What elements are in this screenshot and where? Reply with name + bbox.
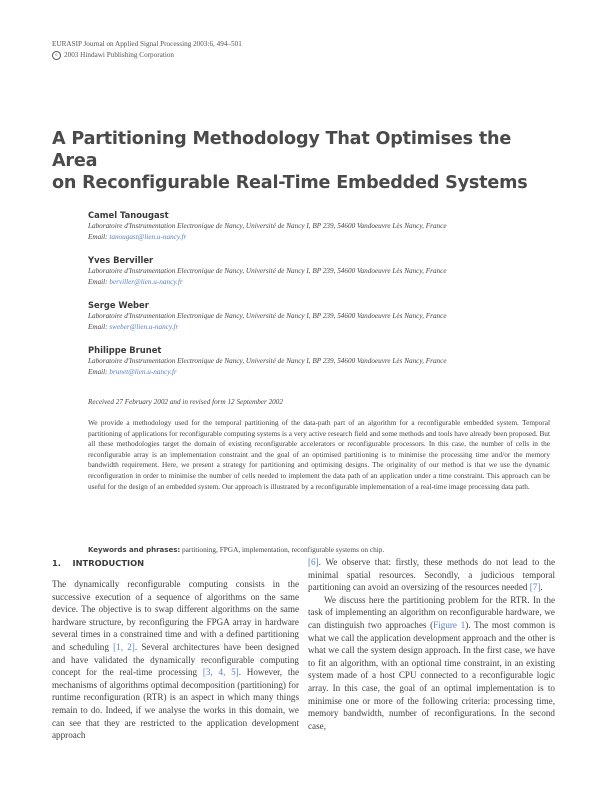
author-email-link[interactable]: sweber@lien.u-nancy.fr (109, 322, 179, 331)
author-affiliation: Laboratoire d'Instrumentation Electronique de Nancy, Université de Nancy I, BP 239, 54600 Vandoeuvre Lès Nancy, France (88, 222, 447, 230)
keywords-text: partitioning, FPGA, implementation, reconfigurable systems on chip. (182, 545, 385, 554)
section-heading (52, 558, 144, 568)
keywords (88, 545, 550, 556)
author-name: Philippe Brunet (88, 345, 162, 355)
email-label: Email: (88, 322, 108, 331)
copyright-icon: c (52, 51, 61, 60)
text-run: . Several architectures have been designed and have validated the dynamically reconfigurable computing concept for the real-time processing (52, 641, 300, 678)
author-list (88, 209, 558, 389)
author-name: Serge Weber (88, 300, 149, 310)
author-block (88, 344, 558, 377)
author-affiliation: Laboratoire d'Instrumentation Electronique de Nancy, Université de Nancy I, BP 239, 54600 Vandoeuvre Lès Nancy, France (88, 312, 447, 320)
figure-link[interactable]: Figure 1 (433, 619, 466, 630)
email-label: Email: (88, 367, 108, 376)
citation-link[interactable]: [6] (308, 557, 319, 567)
paragraph (52, 578, 299, 742)
author-email-link[interactable]: berviller@lien.u-nancy.fr (109, 277, 183, 286)
title-line-2: on Reconfigurable Real-Time Embedded Systems (52, 173, 528, 193)
paper-title (52, 128, 552, 194)
right-column (308, 556, 555, 732)
text-run: We discuss here the partitioning problem for the RTR. In the task of implementing an algorithm on reconfigurable hardware, we can distinguish two approaches ( (308, 594, 555, 630)
author-email-row (88, 277, 558, 288)
paragraph (308, 594, 555, 733)
author-name: Camel Tanougast (88, 210, 169, 220)
author-email-row (88, 322, 558, 333)
text-run: ). The most common is what we call the application development approach and the other is what we call the system design approach. In the first case, we have to fit an algorithm, with an optional time constraint, in an existing system made of a host CPU connected to a reconfigurable logic array. In this case, the goal of an optimal implementation is to minimise one or more of the following criteria: processing time, memory bandwidth, number of reconfigurations. In the second case, (308, 619, 555, 731)
author-email-row (88, 232, 558, 243)
received-date: Received 27 February 2002 and in revised form 12 September 2002 (88, 398, 283, 406)
citation-link[interactable]: [1, 2] (113, 641, 135, 652)
text-run: . (540, 582, 543, 593)
journal-header (52, 39, 242, 61)
author-block (88, 254, 558, 287)
author-email-link[interactable]: brunet@lien.u-nancy.fr (109, 367, 177, 376)
section-number: 1. (52, 558, 61, 568)
email-label: Email: (88, 277, 108, 286)
keywords-label: Keywords and phrases: (88, 546, 181, 554)
author-affiliation: Laboratoire d'Instrumentation Electronique de Nancy, Université de Nancy I, BP 239, 54600 Vandoeuvre Lès Nancy, France (88, 267, 447, 275)
citation-link[interactable]: [3, 4, 5] (202, 667, 239, 678)
abstract: We provide a methodology used for the temporal partitioning of the data-path part of an algorithm for a reconfigurable embedded system. Temporal partitioning of applications for reconfigurable computing systems is a very active research field and some methods and tools have already been proposed. But all these methodologies target the domain of existing reconfigurable accelerators or reconfigurable processors. In this case, the number of cells in the reconfigurable array is an implementation constraint and the goal of an optimised partitioning is to minimise the processing time and/or the memory bandwidth requirement. Here, we present a strategy for partitioning and optimising designs. The originality of our method is that we use the dynamic reconfiguration in order to minimise the number of cells needed to implement the data path of an application under a time constraint. This approach can be useful for the design of an embedded system. Our approach is illustrated by a reconfigurable implementation of a real-time image processing data path. (88, 418, 550, 491)
copyright-line (52, 50, 242, 61)
text-run: . We observe that: firstly, these methods do not lead to the minimal spatial resources. Secondly, a judicious temporal partitioning can avoid an oversizing of the resources needed (308, 557, 555, 593)
text-run: The dynamically reconfigurable computing consists in the successive execution of a sequence of algorithms on the same device. The objective is to swap different algorithms on the same hardware structure, by reconfiguring the FPGA array in hardware several times in a constrained time and with a defined partitioning and scheduling (52, 579, 299, 652)
paragraph (308, 556, 555, 594)
author-affiliation: Laboratoire d'Instrumentation Electronique de Nancy, Université de Nancy I, BP 239, 54600 Vandoeuvre Lès Nancy, France (88, 357, 447, 365)
text-run: . However, the mechanisms of algorithms optimal decomposition (partitioning) for runtime reconfiguration (RTR) is an aspect in which many things remain to do. Indeed, if we analyse the works in this domain, we can see that they are restricted to the application development approach (52, 667, 299, 741)
journal-citation: EURASIP Journal on Applied Signal Processing 2003:6, 494–501 (52, 40, 242, 48)
author-block (88, 299, 558, 332)
left-column (52, 578, 299, 742)
copyright-text: 2003 Hindawi Publishing Corporation (64, 51, 175, 59)
author-name: Yves Berviller (88, 255, 154, 265)
author-block (88, 209, 558, 242)
author-email-row (88, 367, 558, 378)
email-label: Email: (88, 232, 108, 241)
title-line-1: A Partitioning Methodology That Optimises the Area (52, 129, 512, 171)
citation-link[interactable]: [7] (529, 582, 541, 593)
author-email-link[interactable]: tanougast@lien.u-nancy.fr (109, 232, 187, 241)
section-title: INTRODUCTION (72, 558, 145, 568)
